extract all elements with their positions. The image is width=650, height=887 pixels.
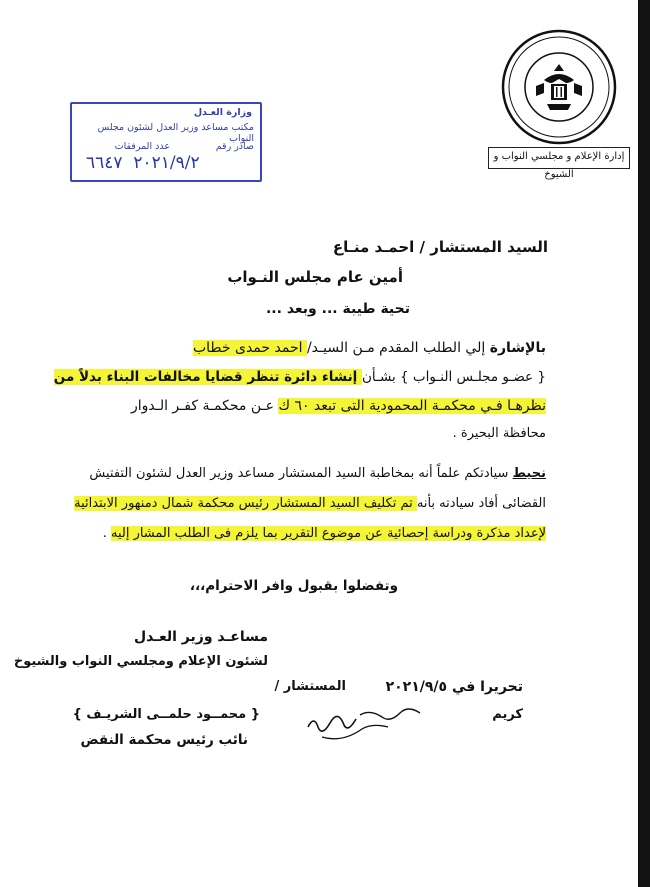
- p2-highlight-memo: لإعداد مذكرة ودراسة إحصائية عن موضوع التقرير بما يلزم فى الطلب المشار إليه: [110, 526, 546, 541]
- signatory-role: نائب رئيس محكمة النقض: [80, 732, 248, 748]
- paragraph1-line2: [54, 369, 546, 385]
- handwritten-signature: [300, 697, 450, 747]
- paragraph1-line1: [193, 340, 546, 356]
- p1-highlight-name: احمد حمدى خطاب: [192, 340, 307, 356]
- p1-highlight-subject: إنشاء دائرة تنظر قضايا مخالفات البناء بدلاً من: [53, 369, 362, 385]
- p1-lead: بالإشارة: [489, 340, 546, 356]
- paragraph2-line1: [89, 466, 546, 481]
- p1-line1-text: إلي الطلب المقدم مـن السيـد/: [306, 340, 490, 356]
- department-caption: إدارة الإعلام و مجلسي النواب و الشيوخ: [488, 147, 630, 169]
- signatory-name: { محمــود حلمــى الشريـف }: [72, 707, 260, 722]
- ministry-seal-emblem: [500, 28, 618, 146]
- stamp-attachments-label: عدد المرفقات: [114, 141, 170, 152]
- registry-stamp: [70, 102, 262, 182]
- p2-line3-end: .: [102, 526, 111, 541]
- signatory-rank: المستشار /: [274, 679, 346, 694]
- paragraph1-line4: محافظة البحيرة .: [452, 426, 546, 441]
- p2-lead: نحيط: [512, 466, 546, 481]
- greeting: تحية طيبة ... وبعد ...: [265, 301, 410, 317]
- paragraph2-line3: [103, 526, 546, 541]
- p2-line1-text: سيادتكم علماً أنه بمخاطبة السيد المستشار مساعد وزير العدل لشئون التفتيش: [89, 466, 513, 481]
- addressee-title: أمين عام مجلس النـواب: [227, 268, 403, 286]
- stamp-office: مكتب مساعد وزير العدل لشئون مجلس النواب: [97, 122, 254, 144]
- p2-line2-text: القضائى أفاد سيادته بأنه: [416, 496, 546, 511]
- closing: وتفضلوا بقبول وافر الاحترام،،،: [189, 578, 398, 594]
- stamp-handwritten-number: ٢٠٢١/٩/٢ ٦٦٤٧: [86, 153, 200, 173]
- paragraph2-line2: [74, 496, 546, 511]
- p2-highlight-assignment: تم تكليف السيد المستشار رئيس محكمة شمال دمنهور الابتدائية: [74, 496, 417, 511]
- karim-word: كريم: [492, 707, 523, 722]
- p1-highlight-court: نظرهـا فـي محكمـة المحمودية التى تبعد ٦٠ ك: [278, 398, 546, 414]
- addressee: السيد المستشار / احمـد منـاع: [332, 238, 548, 256]
- p1-line3-text: عـن محكمـة كفـر الـدوار: [130, 398, 279, 414]
- stamp-ministry: وزارة العـدل: [193, 107, 252, 118]
- paragraph1-line3: [131, 398, 546, 414]
- scan-edge-shadow: [638, 0, 650, 887]
- stamp-outgoing-label: صادر رقم: [215, 141, 254, 152]
- signature-title-2: لشئون الإعلام ومجلسي النواب والشيوخ: [13, 654, 268, 669]
- p1-line2-text: { عضـو مجلـس النـواب } بشـأن: [361, 369, 546, 385]
- signature-title-1: مساعـد وزير العـدل: [133, 629, 268, 645]
- letter-date: تحريرا في ٢٠٢١/٩/٥: [385, 679, 523, 695]
